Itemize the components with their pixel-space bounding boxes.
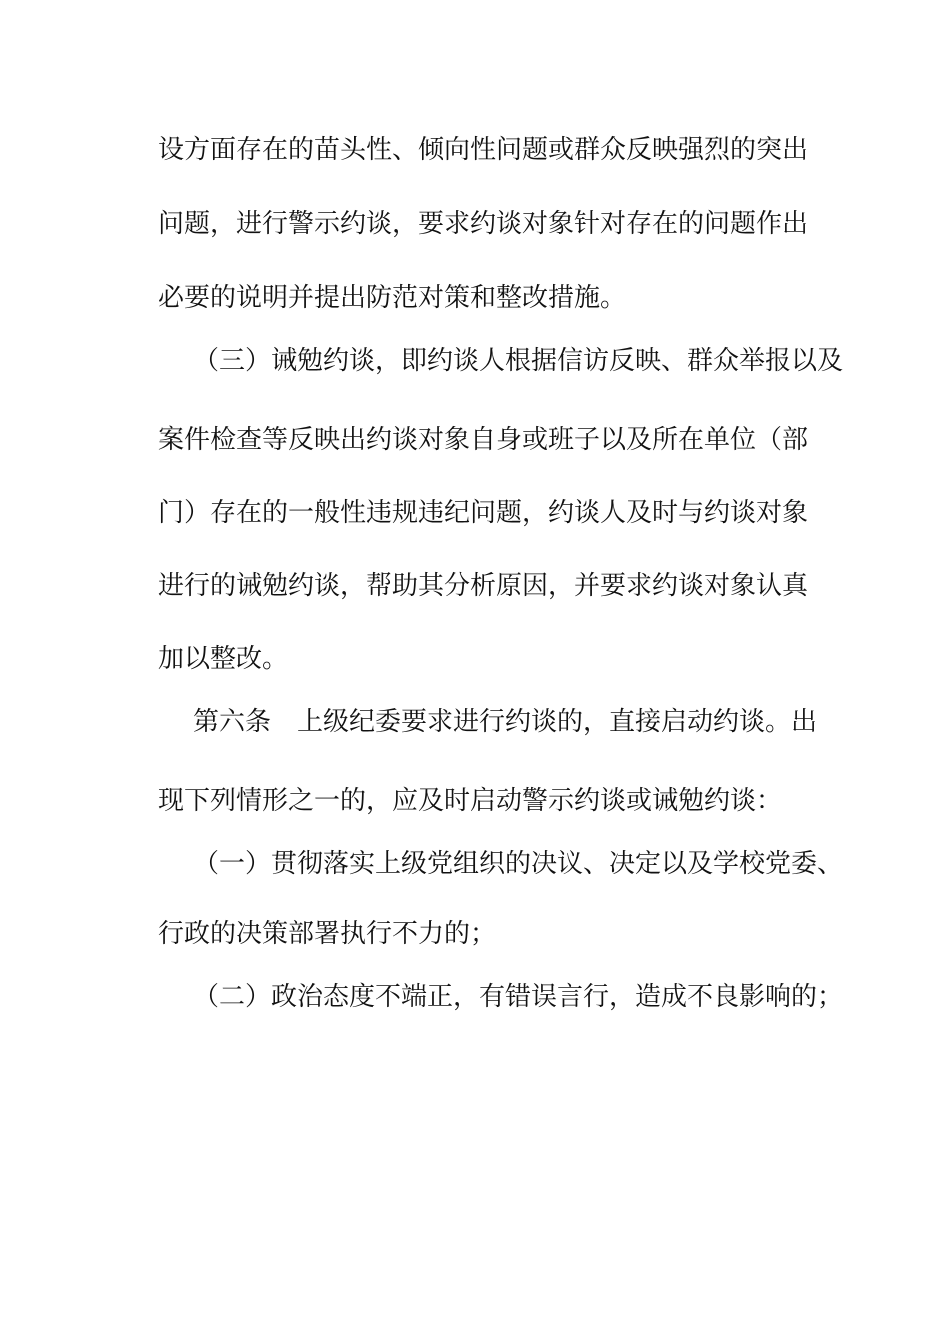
body-text-line: 必要的说明并提出防范对策和整改措施。 (158, 283, 627, 313)
body-text-line: 设方面存在的苗头性、倾向性问题或群众反映强烈的突出 (158, 135, 809, 165)
body-text-line: 进行的诫勉约谈，帮助其分析原因，并要求约谈对象认真 (158, 571, 809, 601)
body-text-line: 加以整改。 (158, 644, 289, 674)
body-text-line: （三）诫勉约谈，即约谈人根据信访反映、群众举报以及 (193, 346, 844, 376)
body-text-line: 行政的决策部署执行不力的； (158, 919, 497, 949)
body-text-line: （一）贯彻落实上级党组织的决议、决定以及学校党委、 (193, 849, 844, 879)
body-text-line: （二）政治态度不端正，有错误言行，造成不良影响的； (193, 982, 844, 1012)
body-text-line: 第六条 上级纪委要求进行约谈的，直接启动约谈。出 (193, 707, 818, 737)
body-text-line: 问题，进行警示约谈，要求约谈对象针对存在的问题作出 (158, 209, 809, 239)
body-text-line: 现下列情形之一的，应及时启动警示约谈或诫勉约谈： (158, 786, 783, 816)
body-text-line: 门）存在的一般性违规违纪问题，约谈人及时与约谈对象 (158, 498, 809, 528)
body-text-line: 案件检查等反映出约谈对象自身或班子以及所在单位（部 (158, 425, 809, 455)
